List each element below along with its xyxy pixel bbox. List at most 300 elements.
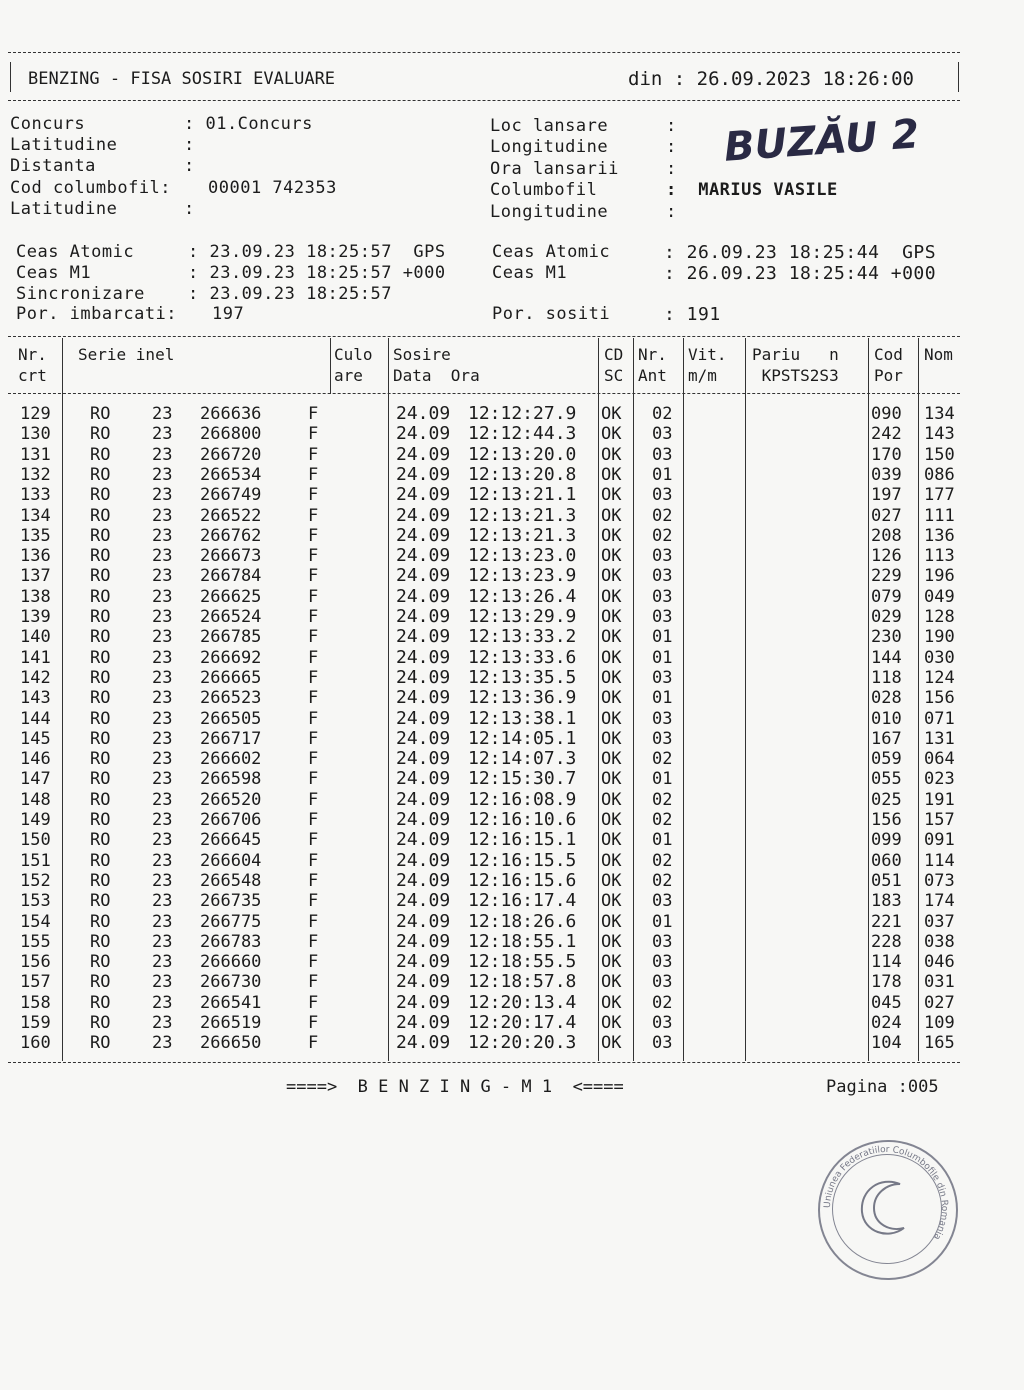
report-date: din : 26.09.2023 18:26:00	[628, 68, 914, 90]
row-tara: RO	[90, 1033, 111, 1054]
table-row	[0, 972, 1024, 992]
row-sex: F	[308, 505, 319, 526]
row-ant: 03	[652, 1033, 673, 1054]
col-separator	[330, 338, 331, 394]
row-cd: OK	[601, 769, 622, 790]
row-sex: F	[308, 1013, 319, 1033]
row-data: 24.09	[396, 910, 451, 932]
row-nr: 129	[20, 404, 51, 424]
stamp-emblem	[862, 1182, 904, 1234]
row-nr: 133	[20, 485, 51, 506]
table-row	[0, 891, 1024, 911]
row-ora: 12:13:21.3	[468, 504, 577, 526]
header-left-border	[10, 62, 11, 92]
row-an: 23	[152, 464, 173, 485]
row-inel: 266783	[200, 931, 262, 952]
clock-label: Ceas Atomic	[16, 242, 135, 262]
row-nom: 113	[924, 546, 955, 567]
row-inel: 266735	[200, 891, 262, 912]
clock-label: Por. imbarcati:	[16, 304, 178, 324]
row-inel: 266706	[200, 810, 262, 830]
row-ant: 02	[652, 850, 673, 871]
row-inel: 266762	[200, 525, 262, 546]
row-cod: 178	[871, 972, 902, 993]
row-inel: 266645	[200, 830, 262, 851]
row-ora: 12:14:05.1	[468, 727, 577, 749]
row-nom: 196	[924, 566, 955, 587]
meta-label: Longitudine	[490, 202, 609, 222]
row-nom: 027	[924, 992, 955, 1013]
row-tara: RO	[90, 830, 111, 851]
row-ora: 12:16:08.9	[468, 788, 577, 810]
table-header-divider	[8, 393, 960, 394]
row-nr: 157	[20, 972, 51, 993]
row-cd: OK	[601, 688, 622, 709]
row-sex: F	[308, 647, 319, 668]
row-nom: 114	[924, 850, 955, 871]
row-ant: 01	[652, 464, 673, 485]
row-nom: 037	[924, 911, 955, 932]
row-cod: 060	[871, 850, 902, 871]
row-sex: F	[308, 627, 319, 648]
row-tara: RO	[90, 992, 111, 1013]
meta-value: :	[666, 159, 677, 179]
row-an: 23	[152, 749, 173, 770]
row-tara: RO	[90, 627, 111, 648]
row-ant: 01	[652, 647, 673, 668]
row-nom: 071	[924, 708, 955, 729]
row-nr: 148	[20, 789, 51, 810]
row-nom: 191	[924, 789, 955, 810]
meta-label: Concurs	[10, 114, 86, 134]
row-data: 24.09	[396, 585, 451, 607]
row-ora: 12:14:07.3	[468, 748, 577, 770]
row-nom: 038	[924, 931, 955, 952]
row-sex: F	[308, 1033, 319, 1054]
table-row	[0, 952, 1024, 972]
row-an: 23	[152, 525, 173, 546]
clock-value: : 23.09.23 18:25:57 +000	[188, 263, 446, 283]
row-data: 24.09	[396, 606, 451, 627]
row-ora: 12:18:26.6	[468, 910, 577, 932]
row-cd: OK	[601, 870, 622, 891]
row-sex: F	[308, 891, 319, 912]
row-cod: 051	[871, 870, 902, 891]
row-cod: 208	[871, 525, 902, 546]
row-tara: RO	[90, 688, 111, 709]
col-sosire-header: Sosire Data Ora	[393, 345, 480, 385]
table-row	[0, 709, 1024, 729]
row-ora: 12:20:13.4	[468, 991, 577, 1013]
row-sex: F	[308, 667, 319, 688]
table-row	[0, 1013, 1024, 1033]
row-inel: 266717	[200, 728, 262, 749]
row-inel: 266636	[200, 404, 262, 424]
meta-value: : 01.Concurs	[184, 114, 313, 134]
row-cod: 079	[871, 586, 902, 607]
row-data: 24.09	[396, 809, 451, 830]
row-an: 23	[152, 404, 173, 424]
table-row	[0, 810, 1024, 830]
report-title: BENZING - FISA SOSIRI EVALUARE	[28, 69, 336, 89]
row-ant: 03	[652, 566, 673, 587]
meta-value: :	[666, 137, 677, 157]
row-cd: OK	[601, 728, 622, 749]
row-ant: 03	[652, 444, 673, 465]
row-cod: 144	[871, 647, 902, 668]
row-ant: 03	[652, 952, 673, 973]
row-cd: OK	[601, 1013, 622, 1033]
row-inel: 266660	[200, 952, 262, 973]
row-an: 23	[152, 789, 173, 810]
row-ora: 12:13:33.2	[468, 626, 577, 648]
row-cd: OK	[601, 546, 622, 567]
row-cod: 167	[871, 728, 902, 749]
row-sex: F	[308, 444, 319, 465]
row-data: 24.09	[396, 727, 451, 749]
clock-label: Ceas M1	[16, 263, 92, 283]
row-cd: OK	[601, 931, 622, 952]
row-ora: 12:12:27.9	[468, 403, 577, 424]
table-row	[0, 445, 1024, 465]
row-ant: 02	[652, 525, 673, 546]
row-cd: OK	[601, 586, 622, 607]
row-ora: 12:16:15.1	[468, 829, 577, 851]
row-ant: 02	[652, 992, 673, 1013]
row-inel: 266602	[200, 749, 262, 770]
row-ant: 03	[652, 586, 673, 607]
row-tara: RO	[90, 708, 111, 729]
row-an: 23	[152, 952, 173, 973]
row-cod: 114	[871, 952, 902, 973]
row-tara: RO	[90, 1013, 111, 1033]
row-data: 24.09	[396, 565, 451, 587]
row-ora: 12:20:20.3	[468, 1032, 577, 1054]
row-sex: F	[308, 769, 319, 790]
row-sex: F	[308, 404, 319, 424]
meta-label: Cod columbofil:	[10, 178, 172, 198]
table-row	[0, 993, 1024, 1013]
row-data: 24.09	[396, 626, 451, 648]
row-cod: 104	[871, 1033, 902, 1054]
row-tara: RO	[90, 444, 111, 465]
row-ora: 12:13:26.4	[468, 585, 577, 607]
row-an: 23	[152, 870, 173, 891]
row-inel: 266523	[200, 688, 262, 709]
header-right-border	[958, 62, 959, 92]
row-data: 24.09	[396, 463, 451, 485]
row-an: 23	[152, 931, 173, 952]
row-nom: 165	[924, 1033, 955, 1054]
row-ora: 12:13:33.6	[468, 646, 577, 668]
row-inel: 266519	[200, 1013, 262, 1033]
row-sex: F	[308, 688, 319, 709]
table-row	[0, 912, 1024, 932]
row-tara: RO	[90, 810, 111, 830]
row-tara: RO	[90, 464, 111, 485]
row-ora: 12:13:23.0	[468, 545, 577, 567]
row-data: 24.09	[396, 768, 451, 790]
row-cod: 126	[871, 546, 902, 567]
row-inel: 266692	[200, 647, 262, 668]
row-cd: OK	[601, 485, 622, 506]
row-ora: 12:13:21.1	[468, 484, 577, 506]
row-cd: OK	[601, 647, 622, 668]
row-ora: 12:13:20.8	[468, 463, 577, 485]
table-row	[0, 871, 1024, 891]
row-cd: OK	[601, 911, 622, 932]
row-inel: 266548	[200, 870, 262, 891]
row-an: 23	[152, 444, 173, 465]
row-tara: RO	[90, 911, 111, 932]
row-sex: F	[308, 546, 319, 567]
table-row	[0, 627, 1024, 647]
header-top-border	[8, 52, 960, 53]
row-cod: 229	[871, 566, 902, 587]
row-nr: 136	[20, 546, 51, 567]
row-inel: 266534	[200, 464, 262, 485]
row-data: 24.09	[396, 971, 451, 993]
row-cd: OK	[601, 566, 622, 587]
row-data: 24.09	[396, 443, 451, 465]
table-row	[0, 465, 1024, 485]
row-tara: RO	[90, 586, 111, 607]
col-nom-header: Nom	[924, 345, 953, 364]
row-tara: RO	[90, 546, 111, 567]
row-ant: 03	[652, 972, 673, 993]
row-nom: 109	[924, 1013, 955, 1033]
row-cd: OK	[601, 505, 622, 526]
row-ant: 01	[652, 627, 673, 648]
row-cod: 197	[871, 485, 902, 506]
row-inel: 266665	[200, 667, 262, 688]
row-ant: 03	[652, 708, 673, 729]
row-ant: 03	[652, 931, 673, 952]
row-ant: 02	[652, 404, 673, 424]
row-cod: 039	[871, 464, 902, 485]
row-inel: 266522	[200, 505, 262, 526]
meta-value: :	[666, 202, 677, 222]
row-sex: F	[308, 708, 319, 729]
row-sex: F	[308, 830, 319, 851]
row-ant: 01	[652, 688, 673, 709]
row-sex: F	[308, 607, 319, 627]
row-inel: 266650	[200, 1033, 262, 1054]
clock-label: Por. sositi	[492, 304, 611, 324]
row-nom: 111	[924, 505, 955, 526]
row-tara: RO	[90, 647, 111, 668]
row-cod: 230	[871, 627, 902, 648]
row-nom: 136	[924, 525, 955, 546]
row-nr: 147	[20, 769, 51, 790]
row-data: 24.09	[396, 1012, 451, 1033]
row-ora: 12:18:55.1	[468, 930, 577, 952]
row-tara: RO	[90, 485, 111, 506]
row-an: 23	[152, 667, 173, 688]
stamp-text-ring	[818, 1140, 954, 1276]
meta-label: Latitudine	[10, 135, 118, 155]
row-ant: 03	[652, 424, 673, 445]
row-ora: 12:16:10.6	[468, 809, 577, 830]
meta-value: :	[184, 135, 195, 155]
row-nr: 156	[20, 952, 51, 973]
row-nom: 174	[924, 891, 955, 912]
table-row	[0, 566, 1024, 586]
clock-label: Sincronizare	[16, 284, 145, 304]
row-cod: 090	[871, 404, 902, 424]
row-data: 24.09	[396, 849, 451, 871]
row-data: 24.09	[396, 890, 451, 912]
row-an: 23	[152, 708, 173, 729]
row-sex: F	[308, 485, 319, 506]
table-row	[0, 1033, 1024, 1053]
row-an: 23	[152, 485, 173, 506]
row-data: 24.09	[396, 524, 451, 546]
row-sex: F	[308, 992, 319, 1013]
row-cod: 045	[871, 992, 902, 1013]
row-ora: 12:16:17.4	[468, 890, 577, 912]
row-inel: 266730	[200, 972, 262, 993]
row-nr: 146	[20, 749, 51, 770]
row-tara: RO	[90, 891, 111, 912]
table-row	[0, 729, 1024, 749]
table-row	[0, 607, 1024, 627]
row-sex: F	[308, 911, 319, 932]
row-nr: 158	[20, 992, 51, 1013]
row-tara: RO	[90, 525, 111, 546]
row-nom: 049	[924, 586, 955, 607]
row-cod: 010	[871, 708, 902, 729]
row-cd: OK	[601, 708, 622, 729]
row-an: 23	[152, 830, 173, 851]
row-inel: 266720	[200, 444, 262, 465]
row-data: 24.09	[396, 930, 451, 952]
row-ant: 02	[652, 505, 673, 526]
row-data: 24.09	[396, 1032, 451, 1054]
row-cd: OK	[601, 424, 622, 445]
row-ant: 03	[652, 485, 673, 506]
row-an: 23	[152, 424, 173, 445]
row-nom: 150	[924, 444, 955, 465]
row-tara: RO	[90, 667, 111, 688]
row-cd: OK	[601, 525, 622, 546]
row-tara: RO	[90, 566, 111, 587]
row-cod: 025	[871, 789, 902, 810]
row-nom: 143	[924, 424, 955, 445]
col-cd-header: CD SC	[604, 345, 624, 385]
row-cd: OK	[601, 810, 622, 830]
row-nr: 142	[20, 667, 51, 688]
row-inel: 266749	[200, 485, 262, 506]
row-sex: F	[308, 586, 319, 607]
row-data: 24.09	[396, 707, 451, 729]
row-nr: 137	[20, 566, 51, 587]
row-sex: F	[308, 525, 319, 546]
col-culoare-header: Culo are	[334, 345, 373, 385]
row-data: 24.09	[396, 748, 451, 770]
clock-value: : 191	[664, 304, 721, 325]
row-tara: RO	[90, 728, 111, 749]
row-ant: 03	[652, 728, 673, 749]
table-row	[0, 526, 1024, 546]
row-cd: OK	[601, 607, 622, 627]
row-an: 23	[152, 627, 173, 648]
row-data: 24.09	[396, 423, 451, 445]
row-cd: OK	[601, 952, 622, 973]
row-data: 24.09	[396, 403, 451, 424]
row-cod: 183	[871, 891, 902, 912]
row-nr: 135	[20, 525, 51, 546]
meta-label: Ora lansarii	[490, 159, 619, 179]
clock-value: : 26.09.23 18:25:44 +000	[664, 263, 937, 284]
row-cd: OK	[601, 749, 622, 770]
table-row	[0, 506, 1024, 526]
row-nom: 190	[924, 627, 955, 648]
row-data: 24.09	[396, 687, 451, 709]
row-nr: 153	[20, 891, 51, 912]
row-sex: F	[308, 972, 319, 993]
row-an: 23	[152, 810, 173, 830]
row-tara: RO	[90, 749, 111, 770]
table-row	[0, 769, 1024, 789]
row-ora: 12:13:38.1	[468, 707, 577, 729]
row-nom: 031	[924, 972, 955, 993]
table-row	[0, 688, 1024, 708]
row-cod: 099	[871, 830, 902, 851]
row-ora: 12:13:36.9	[468, 687, 577, 709]
table-row	[0, 668, 1024, 688]
meta-label: Latitudine	[10, 199, 118, 219]
table-row	[0, 749, 1024, 769]
row-nr: 140	[20, 627, 51, 648]
row-inel: 266625	[200, 586, 262, 607]
row-an: 23	[152, 850, 173, 871]
row-ora: 12:13:29.9	[468, 606, 577, 627]
row-ant: 02	[652, 810, 673, 830]
row-data: 24.09	[396, 646, 451, 668]
row-nr: 143	[20, 688, 51, 709]
row-an: 23	[152, 505, 173, 526]
row-nr: 141	[20, 647, 51, 668]
clock-value: 197	[212, 304, 245, 324]
row-tara: RO	[90, 424, 111, 445]
col-vit-header: Vit. m/m	[688, 345, 727, 385]
row-an: 23	[152, 972, 173, 993]
row-sex: F	[308, 728, 319, 749]
table-row	[0, 932, 1024, 952]
row-nr: 160	[20, 1033, 51, 1054]
row-inel: 266520	[200, 789, 262, 810]
clock-label: Ceas Atomic	[492, 242, 611, 262]
row-sex: F	[308, 810, 319, 830]
row-nr: 139	[20, 607, 51, 627]
row-nom: 073	[924, 870, 955, 891]
row-an: 23	[152, 1013, 173, 1033]
row-cd: OK	[601, 972, 622, 993]
row-data: 24.09	[396, 504, 451, 526]
row-ora: 12:18:55.5	[468, 951, 577, 973]
row-sex: F	[308, 566, 319, 587]
row-sex: F	[308, 749, 319, 770]
row-inel: 266505	[200, 708, 262, 729]
row-cd: OK	[601, 444, 622, 465]
row-an: 23	[152, 769, 173, 790]
row-an: 23	[152, 647, 173, 668]
row-data: 24.09	[396, 869, 451, 891]
row-ant: 01	[652, 911, 673, 932]
col-nr-header: Nr. crt	[18, 345, 47, 385]
row-ora: 12:13:35.5	[468, 666, 577, 688]
